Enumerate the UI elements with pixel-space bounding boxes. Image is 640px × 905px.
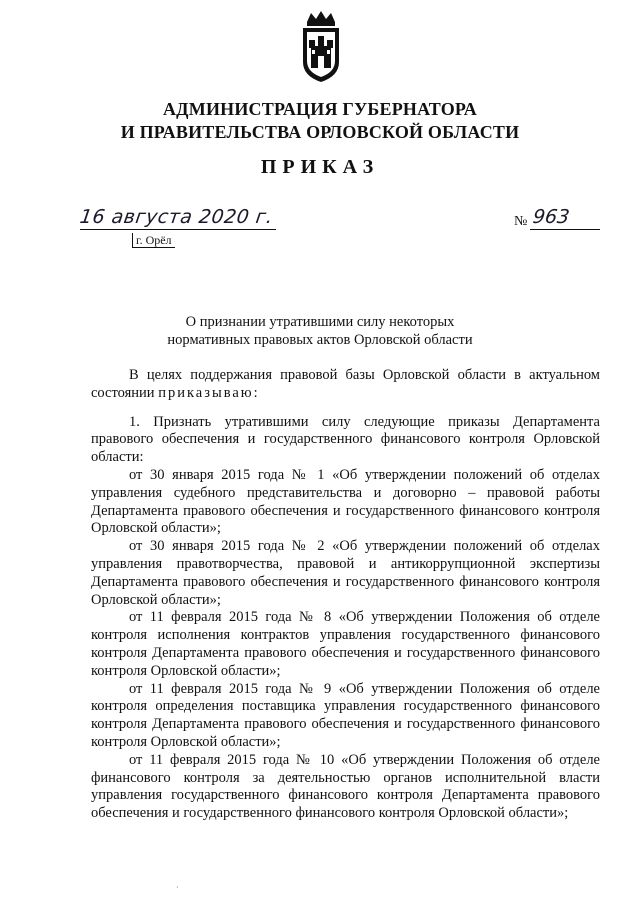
repealed-order-5: от 11 февраля 2015 года № 10 «Об утверждении Положения об отделе финансового контроля за деятельностью органов исполнительной власти управления государственного финансового контроля Департамента правового обеспечения и государственного финансового контроля Орловской области»;: [91, 751, 600, 822]
repealed-order-2: от 30 января 2015 года № 2 «Об утверждении положений об отделах управления правотворчества, правовой и антикоррупционной экспертизы Департамента правового обеспечения и государственного финансового контроля Орловской области»;: [91, 538, 600, 608]
handwritten-date: 16 августа 2020 г.: [78, 206, 275, 228]
city-label: г. Орёл: [132, 233, 175, 248]
document-body: [91, 367, 600, 823]
repealed-order-3: от 11 февраля 2015 года № 8 «Об утверждении Положения об отделе контроля исполнения контрактов управления государственного финансового контроля Департамента правового обеспечения и государственного финансового контроля Орловской области»;: [91, 609, 600, 679]
document-type-title: ПРИКАЗ: [260, 156, 380, 178]
date-underline: [80, 229, 276, 230]
subject-line-1: О признании утратившими силу некоторых: [185, 314, 455, 330]
item-1-paragraph: 1. Признать утратившими силу следующие приказы Департамента правового обеспечения и государственного финансового контроля Орловской области:: [91, 413, 600, 466]
coat-of-arms-icon: [297, 10, 345, 84]
preamble-paragraph: В целях поддержания правовой базы Орловской области в актуальном состоянии приказываю:: [91, 367, 600, 401]
subject-line-2: нормативных правовых актов Орловской области: [167, 332, 473, 348]
preamble-text: В целях поддержания правовой базы Орловской области в актуальном состоянии: [91, 367, 600, 401]
page-mark: ·: [176, 883, 179, 892]
repealed-order-4: от 11 февраля 2015 года № 9 «Об утверждении Положения об отделе контроля определения поставщика управления государственного финансового контроля Департамента правового обеспечения и государственного финансового контроля Орловской области»;: [91, 680, 600, 750]
number-underline: [530, 229, 600, 230]
organization-name-line-1: АДМИНИСТРАЦИЯ ГУБЕРНАТОРА: [162, 99, 477, 119]
order-keyword: приказываю: [158, 384, 254, 401]
handwritten-number: 963: [531, 206, 571, 228]
repealed-order-1: от 30 января 2015 года № 1 «Об утверждении положений об отделах управления судебного представительства и договорно – правовой работы Департамента правового обеспечения и государственного финансового контроля Орловской области»;: [91, 466, 600, 537]
organization-name-line-2: И ПРАВИТЕЛЬСТВА ОРЛОВСКОЙ ОБЛАСТИ: [120, 122, 520, 142]
number-label: №: [514, 214, 528, 229]
